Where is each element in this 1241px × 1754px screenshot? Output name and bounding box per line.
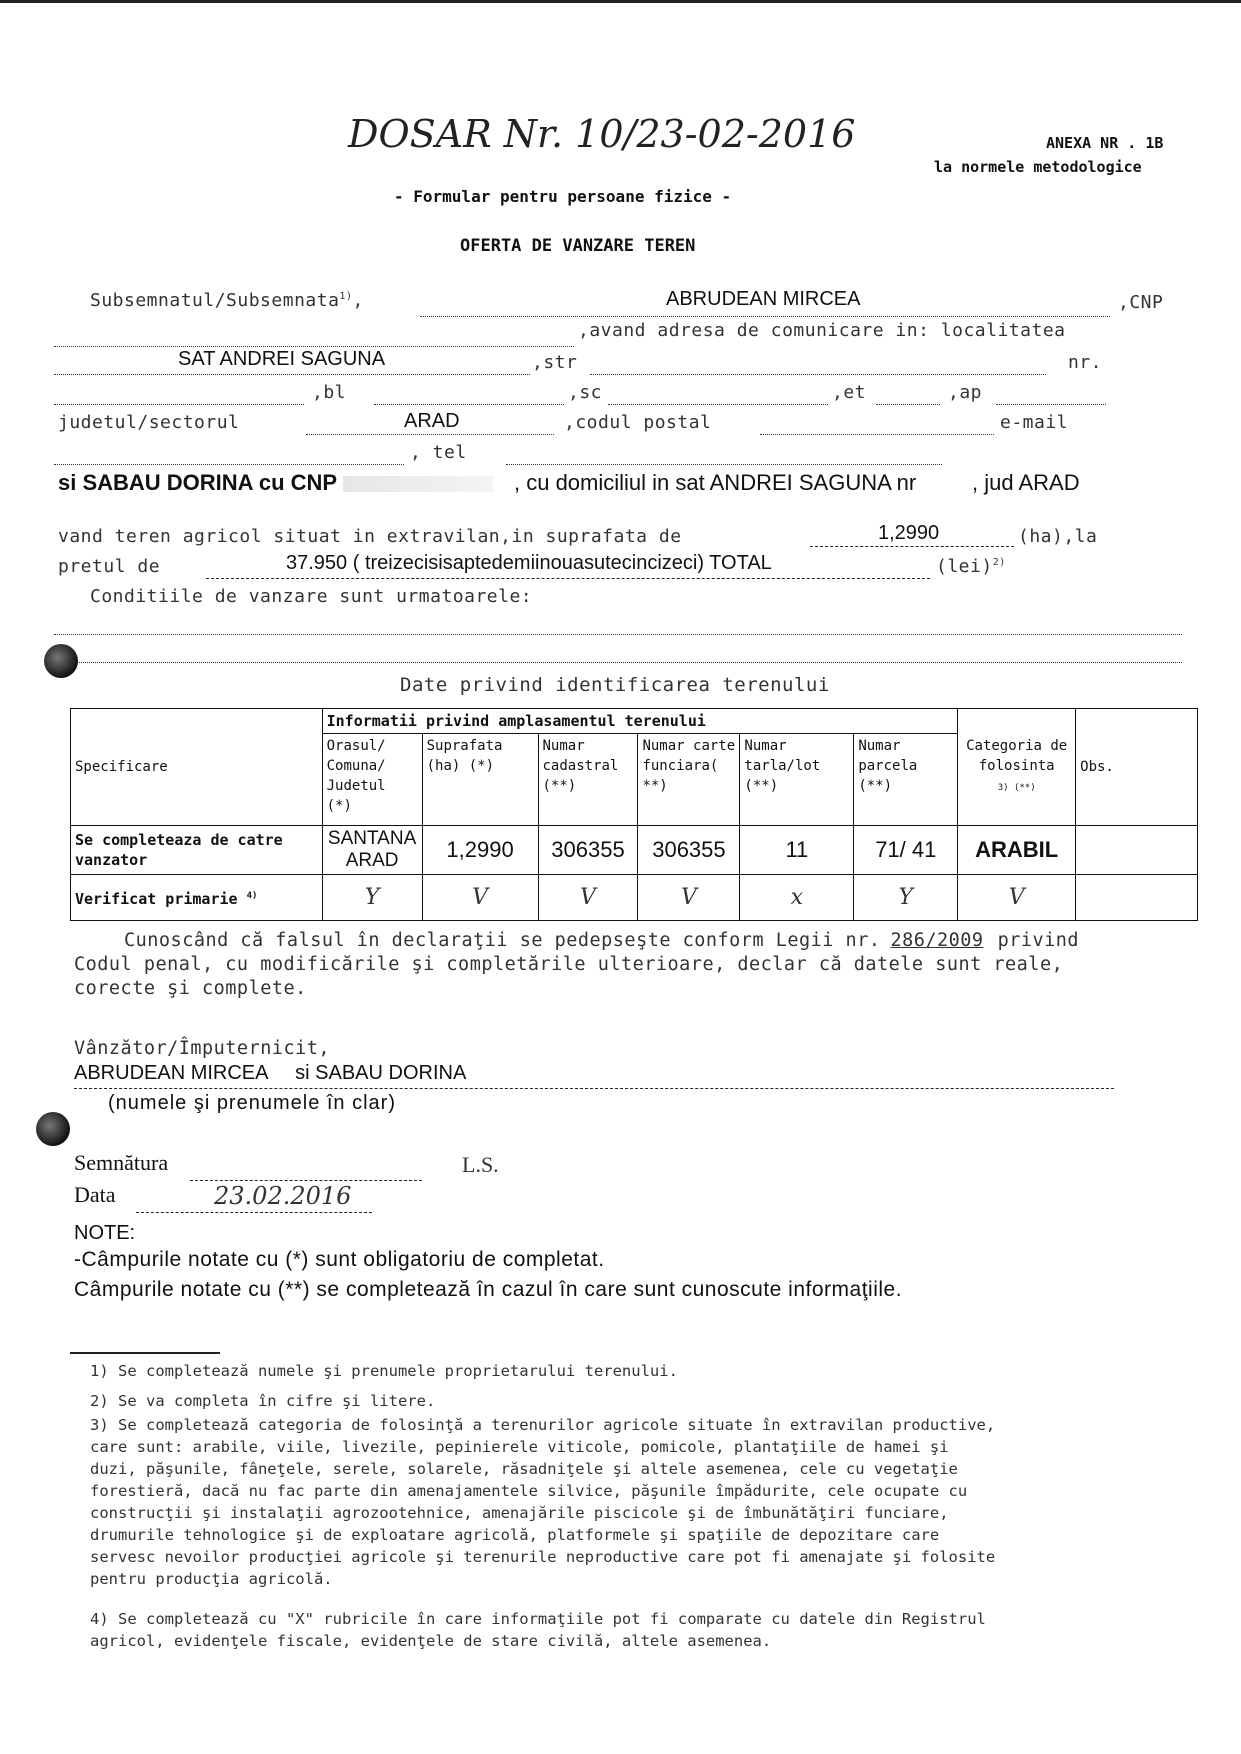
page-title: OFERTA DE VANZARE TEREN [460,236,696,256]
anexa-label: ANEXA NR . 1B [1046,134,1164,152]
judet-label: judetul/sectorul [58,412,240,433]
cod-postal-label: ,codul postal [564,412,712,433]
name-value: ABRUDEAN MIRCEA [666,288,861,310]
check-suprafata: V [422,875,538,921]
footnote-1: 1) Se completează numele şi prenumele proprietarului terenului. [90,1362,678,1380]
data-line [136,1212,372,1213]
row-vanzator-label: Se completeaza de catre vanzator [71,826,323,875]
punch-hole-bottom [36,1112,70,1146]
check-parcela: Y [854,875,958,921]
cell-oras: SANTANA ARAD [322,826,422,875]
declaration-line-3: corecte şi complete. [74,978,307,999]
seller-names: ABRUDEAN MIRCEA si SABAU DORINA [74,1062,467,1084]
judet-value: ARAD [404,410,460,432]
col-suprafata: Suprafata (ha) (*) [422,734,538,826]
lei-label: (lei)$^{2)}$ [936,556,1006,577]
pret-line [206,578,930,579]
footnote-2: 2) Se va completa în cifre şi litere. [90,1392,436,1410]
vand-label: vand teren agricol situat in extravilan,in suprafata de [58,526,682,547]
check-categoria: V [958,875,1076,921]
conditii-label: Conditiile de vanzare sunt urmatoarele: [90,586,533,607]
conditii-line-2 [74,662,1182,663]
footnote-3-line-5: construcţii şi instalaţii agrozootehnice, amenajările piscicole şi de îmbunătăţiri funciare, [90,1504,949,1522]
str-label: ,str [532,352,578,373]
col-carte-funciara: Numar carte funciara( **) [638,734,740,826]
conditii-line-1 [54,634,1182,635]
address-label: ,avand adresa de comunicare in: localitatea [578,320,1066,341]
ha-label: (ha),la [1018,526,1098,547]
dosar-handwritten: DOSAR Nr. 10/23-02-2016 [348,112,856,156]
cell-cadastral: 306355 [538,826,638,875]
footnote-3-line-8: pentru producţia agricolă. [90,1570,333,1588]
footnote-separator [70,1352,220,1354]
check-cadastral: V [538,875,638,921]
footnote-3-line-3: duzi, păşunile, fâneţele, serele, solarele, răsadniţele şi altele asemenea, cele cu vegetaţie [90,1460,958,1478]
tel-label: , tel [410,442,467,463]
declaration-line-2: Codul penal, cu modificările şi completările ulterioare, declar că datele sunt reale, [74,954,1064,975]
row-primarie-label: Verificat primarie $^{4)}$ [71,875,323,921]
note-1: -Câmpurile notate cu (*) sunt obligatoriu de completat. [74,1248,605,1271]
localitate-line [54,374,530,375]
suprafata-line [810,546,1014,547]
semnatura-line[interactable] [190,1180,422,1181]
vanzator-label: Vânzător/Împuternicit, [74,1038,331,1059]
footnote-4-line-1: 4) Se completează cu "X" rubricile în care informaţiile pot fi comparate cu datele din Registrul [90,1610,986,1628]
sc-line [608,404,828,405]
email-line [54,464,404,465]
cnp-label: ,CNP [1118,292,1164,313]
cell-carte-funciara: 306355 [638,826,740,875]
check-obs [1076,875,1198,921]
seller-names-line [74,1088,1114,1089]
cod-postal-line [760,434,994,435]
name-line [420,316,1110,317]
table-caption: Date privind identificarea terenului [400,674,830,696]
check-oras: Y [322,875,422,921]
cell-obs [1076,826,1198,875]
co-owner-value: si SABAU DORINA cu CNP [58,470,493,496]
ap-label: ,ap [948,382,983,403]
form-type: - Formular pentru persoane fizice - [394,187,732,206]
scan-top-edge [0,0,1241,3]
localitate-value: SAT ANDREI SAGUNA [178,348,386,370]
col-oras: Orasul/ Comuna/ Judetul (*) [322,734,422,826]
group-header: Informatii privind amplasamentul terenului [322,709,958,734]
tel-line [506,464,942,465]
categoria-header: Categoria de folosinta 3) (**) [958,709,1076,826]
footnote-4-line-2: agricol, evidenţele fiscale, evidenţele de stare civilă, altele asemenea. [90,1632,772,1650]
note-2: Câmpurile notate cu (**) se completează în cazul în care sunt cunoscute informaţiile. [74,1278,903,1301]
notes-title: NOTE: [74,1222,136,1244]
specificare-header: Specificare [71,709,323,826]
check-carte-funciara: V [638,875,740,921]
ap-line [996,404,1106,405]
cnp-redacted [343,476,493,492]
et-label: ,et [832,382,867,403]
domiciliu-value: , cu domiciliul in sat ANDREI SAGUNA nr [514,470,917,495]
check-tarla: x [740,875,854,921]
pret-value: 37.950 ( treizecisisaptedemiinouasutecincizeci) TOTAL [286,552,772,574]
cell-suprafata: 1,2990 [422,826,538,875]
data-label: Data [74,1182,116,1207]
punch-hole-top [44,644,78,678]
bl-line [374,404,564,405]
footnote-3-line-2: care sunt: arabile, viile, livezile, pepinierele viticole, pomicole, plantaţiile de hamei şi [90,1438,949,1456]
nr-label: nr. [1068,352,1103,373]
cell-parcela: 71/ 41 [854,826,958,875]
jud-value: , jud ARAD [972,470,1080,495]
footnote-3-line-4: forestieră, dacă nu fac parte din amenajamentele silvice, păşunile împădurite, cele ocupate cu [90,1482,968,1500]
col-parcela: Numar parcela (**) [854,734,958,826]
land-table [70,708,1198,921]
cell-categoria: ARABIL [958,826,1076,875]
data-value: 23.02.2016 [214,1182,352,1210]
anexa-sub: la normele metodologice [934,158,1142,176]
col-tarla: Numar tarla/lot (**) [740,734,854,826]
email-label: e-mail [1000,412,1069,433]
str-line [590,374,1046,375]
pretul-label: pretul de [58,556,161,577]
et-line [876,404,940,405]
bl-label: ,bl [312,382,347,403]
suprafata-value: 1,2990 [878,522,940,544]
nr-line [54,404,304,405]
footnote-3-line-6: drumurile tehnologice şi de exploatare agricolă, platformele şi spaţiile de depozitare care [90,1526,940,1544]
ls-label: L.S. [462,1152,499,1177]
semnatura-label: Semnătura [74,1150,169,1175]
declaration-line-1: Cunoscând că falsul în declaraţii se pedepseşte conform Legii nr. 286/2009 privind [124,930,1080,951]
subsemnatul-label: Subsemnatul/Subsemnata$^{1)}$, [90,290,364,311]
cell-tarla: 11 [740,826,854,875]
judet-line [306,434,554,435]
sc-label: ,sc [568,382,603,403]
cnp-line [54,346,574,347]
names-hint: (numele şi prenumele în clar) [108,1092,396,1114]
obs-header: Obs. [1076,709,1198,826]
col-cadastral: Numar cadastral (**) [538,734,638,826]
footnote-3-line-1: 3) Se completează categoria de folosinţă a terenurilor agricole situate în extravilan productive, [90,1416,996,1434]
footnote-3-line-7: servesc nevoilor producţiei agricole şi terenurile neproductive care pot fi amenajate şi folosite [90,1548,996,1566]
